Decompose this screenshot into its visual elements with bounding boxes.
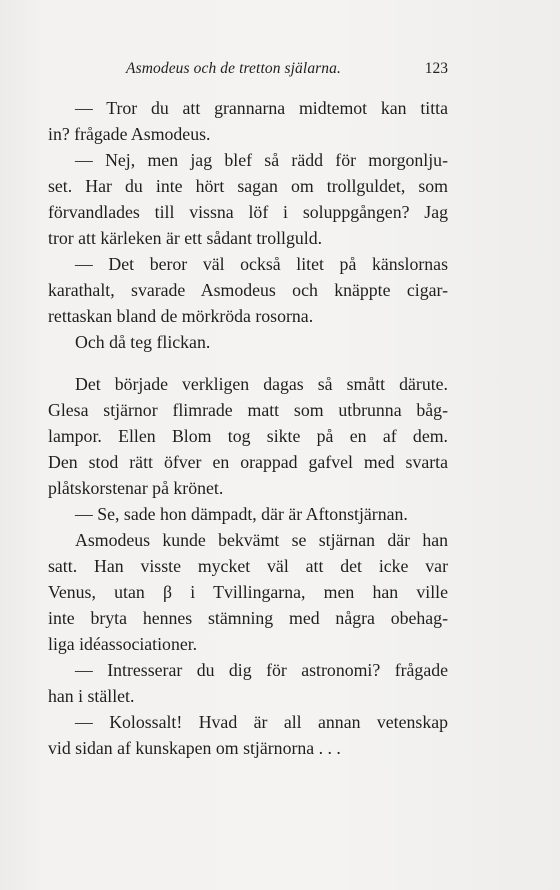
text-line: in? frågade Asmodeus. [48,124,211,144]
section-break [48,355,448,371]
page-header [48,60,448,84]
text-line: — Nej, men jag blef så rädd för morgonlju- [75,150,448,170]
text-line: rettaskan bland de mörkröda rosorna. [48,306,314,326]
text-line: Det började verkligen dagas så smått därute. [75,374,448,394]
text-line: plåtskorstenar på krönet. [48,478,224,498]
text-line: karathalt, svarade Asmodeus och knäppte cigar- [48,280,448,300]
text-line: liga idéassociationer. [48,634,198,654]
text-line: han i stället. [48,686,135,706]
text-line: Asmodeus kunde bekvämt se stjärnan där han [75,530,448,550]
text-line: satt. Han visste mycket väl att det icke var [48,556,448,576]
text-line: Den stod rätt öfver en orappad gafvel med svarta [48,452,448,472]
text-line: — Intresserar du dig för astronomi? frågade [75,660,448,680]
page-number: 123 [424,60,448,77]
text-line: — Kolossalt! Hvad är all annan vetenskap [75,712,448,732]
text-line: tror att kärleken är ett sådant trollguld. [48,228,323,248]
text-line: Glesa stjärnor flimrade matt som utbrunna båg- [48,400,448,420]
text-line: lampor. Ellen Blom tog sikte på en af dem. [48,426,448,446]
text-line: förvandlades till vissna löf i soluppgången? Jag [48,202,448,222]
text-line: Och då teg flickan. [75,332,211,352]
text-line: inte bryta hennes stämning med några obehag- [48,608,448,628]
text-line: — Tror du att grannarna midtemot kan titta [75,98,448,118]
page-body [48,95,448,761]
text-line: — Det beror väl också litet på känslornas [75,254,448,274]
text-line: vid sidan af kunskapen om stjärnorna . . . [48,738,341,758]
text-line: set. Har du inte hört sagan om trollguldet, som [48,176,448,196]
running-head: Asmodeus och de tretton själarna. [126,60,341,77]
text-line: Venus, utan β i Tvillingarna, men han ville [48,582,448,602]
text-line: — Se, sade hon dämpadt, där är Aftonstjärnan. [75,504,408,524]
